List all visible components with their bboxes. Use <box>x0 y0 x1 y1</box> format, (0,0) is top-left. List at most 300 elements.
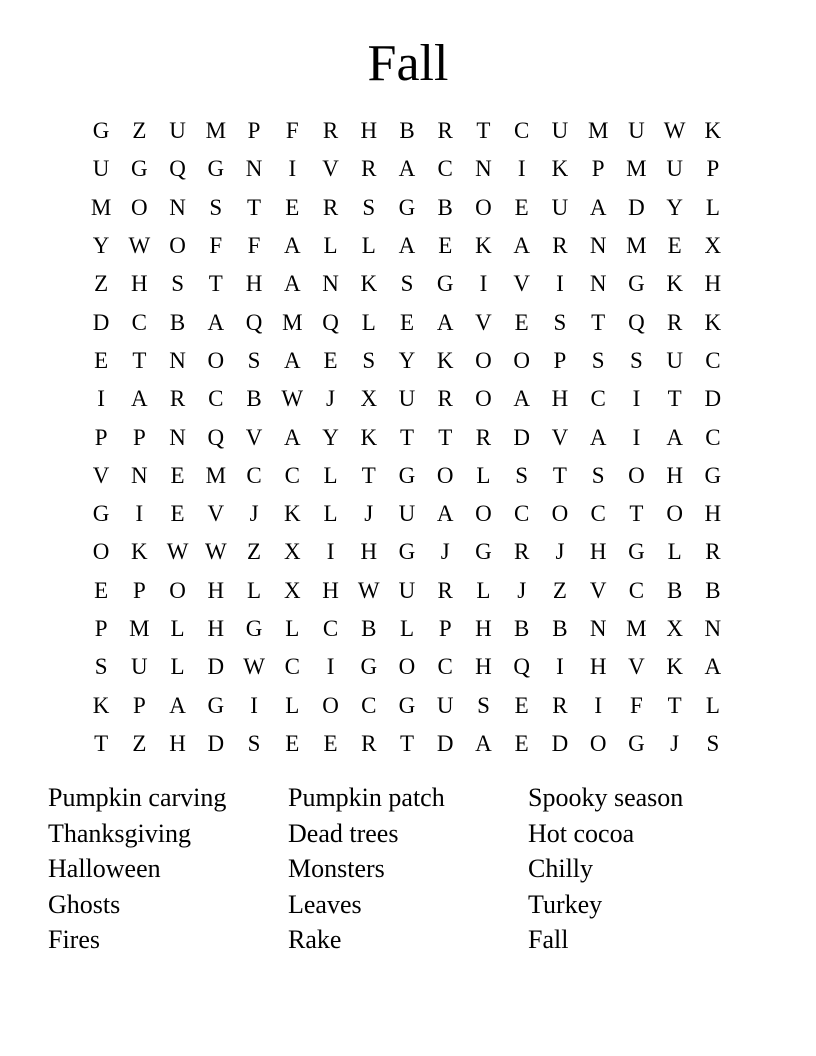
grid-letter: A <box>283 424 301 450</box>
grid-letter: K <box>704 118 722 144</box>
grid-letter: Z <box>94 271 109 297</box>
grid-letter: D <box>551 730 569 756</box>
grid-letter: Y <box>92 233 110 259</box>
grid-letter: U <box>628 118 645 144</box>
grid-letter: I <box>326 654 335 680</box>
grid-letter: G <box>398 194 416 220</box>
grid-letter: D <box>207 730 225 756</box>
grid-letter: X <box>283 577 301 603</box>
grid-letter: O <box>589 730 607 756</box>
grid-letter: L <box>476 462 491 488</box>
grid-letter: I <box>97 386 105 412</box>
grid-letter: B <box>705 577 721 603</box>
grid-letter: L <box>323 462 338 488</box>
word-column <box>528 780 768 958</box>
grid-letter: O <box>169 233 186 259</box>
grid-letter: D <box>628 194 645 220</box>
grid-letter: O <box>475 501 492 527</box>
grid-letter: W <box>128 233 151 259</box>
grid-letter: P <box>247 118 261 144</box>
grid-letter: H <box>589 539 607 565</box>
grid-letter: D <box>704 386 722 412</box>
grid-letter: X <box>283 539 301 565</box>
grid-letter: A <box>666 424 683 450</box>
grid-letter: O <box>169 577 186 603</box>
grid-letter: S <box>477 692 490 718</box>
grid-letter: K <box>666 271 683 297</box>
grid-letter: G <box>398 462 416 488</box>
word-item: Hot cocoa <box>528 818 635 848</box>
grid-letter: R <box>705 539 721 565</box>
grid-letter: A <box>589 424 607 450</box>
grid-letter: P <box>591 156 605 182</box>
grid-letter: J <box>670 730 680 756</box>
grid-letter: O <box>207 347 225 373</box>
grid-letter: E <box>170 462 185 488</box>
grid-letter: E <box>323 347 338 373</box>
grid-letter: X <box>704 233 722 259</box>
grid-letter: U <box>398 386 416 412</box>
grid-letter: E <box>285 730 300 756</box>
grid-letter: C <box>208 386 224 412</box>
grid-letter: K <box>92 692 110 718</box>
grid-letter: J <box>517 577 527 603</box>
grid-row <box>82 189 732 227</box>
grid-letter: G <box>398 692 416 718</box>
grid-letter: G <box>475 539 492 565</box>
grid-letter: A <box>704 654 722 680</box>
grid-letter: G <box>207 692 225 718</box>
grid-letter: R <box>322 118 339 144</box>
grid-letter: C <box>705 347 721 373</box>
word-item: Spooky season <box>528 783 684 812</box>
grid-letter: M <box>626 616 647 641</box>
grid-letter: K <box>551 156 569 182</box>
grid-letter: H <box>207 616 225 641</box>
grid-letter: E <box>438 233 453 259</box>
grid-letter: W <box>166 539 189 565</box>
grid-letter: E <box>170 501 185 527</box>
grid-letter: G <box>360 654 378 680</box>
grid-letter: Q <box>628 309 645 335</box>
grid-letter: U <box>666 347 683 373</box>
grid-letter: I <box>594 692 602 718</box>
grid-letter: M <box>282 309 303 335</box>
grid-letter: C <box>590 501 606 527</box>
grid-letter: N <box>169 194 186 220</box>
grid-letter: V <box>628 654 645 680</box>
grid-letter: B <box>169 309 186 335</box>
grid-letter: N <box>475 156 492 182</box>
grid-letter: R <box>361 730 377 756</box>
grid-letter: J <box>440 539 450 565</box>
grid-letter: G <box>436 271 454 297</box>
grid-letter: G <box>628 539 645 565</box>
grid-letter: M <box>90 194 112 220</box>
word-list <box>48 780 768 958</box>
grid-letter: J <box>364 501 374 527</box>
grid-letter: M <box>205 118 227 144</box>
grid-letter: V <box>475 309 492 335</box>
grid-letter: O <box>666 501 683 527</box>
grid-letter: I <box>288 156 297 182</box>
grid-letter: T <box>94 730 109 756</box>
grid-letter: S <box>591 462 605 488</box>
grid-letter: W <box>281 386 304 412</box>
grid-letter: W <box>357 577 380 603</box>
grid-letter: S <box>591 347 605 373</box>
grid-letter: Q <box>322 309 339 335</box>
grid-letter: S <box>515 462 529 488</box>
grid-letter: L <box>399 616 415 641</box>
grid-letter: O <box>551 501 569 527</box>
grid-letter: V <box>589 577 607 603</box>
grid-letter: U <box>551 194 569 220</box>
grid-letter: H <box>475 616 492 641</box>
grid-letter: U <box>131 654 148 680</box>
grid-letter: R <box>514 539 530 565</box>
grid-letter: C <box>437 654 453 680</box>
grid-letter: D <box>92 309 110 335</box>
grid-letter: S <box>247 730 261 756</box>
grid-letter: A <box>589 194 607 220</box>
grid-letter: R <box>552 233 568 259</box>
grid-letter: W <box>243 654 265 680</box>
grid-letter: T <box>667 386 682 412</box>
grid-letter: K <box>360 424 378 450</box>
grid-letter: P <box>132 692 146 718</box>
grid-row <box>82 457 732 495</box>
grid-letter: L <box>361 309 376 335</box>
grid-letter: H <box>704 501 722 527</box>
grid-letter: C <box>322 616 339 641</box>
grid-letter: M <box>626 233 647 259</box>
grid-letter: R <box>169 386 186 412</box>
grid-letter: P <box>706 156 720 182</box>
grid-letter: U <box>666 156 683 182</box>
grid-letter: E <box>323 730 338 756</box>
grid-letter: A <box>207 309 225 335</box>
grid-letter: E <box>94 347 109 373</box>
grid-letter: R <box>666 309 683 335</box>
grid-letter: A <box>436 309 454 335</box>
grid-letter: H <box>589 654 607 680</box>
grid-letter: M <box>205 462 227 488</box>
word-item: Ghosts <box>48 889 121 919</box>
grid-letter: I <box>632 424 641 450</box>
grid-letter: E <box>514 194 529 220</box>
grid-letter: O <box>475 194 492 220</box>
grid-letter: B <box>552 616 568 641</box>
grid-row <box>82 150 732 188</box>
grid-letter: A <box>283 233 301 259</box>
grid-letter: O <box>475 347 492 373</box>
grid-letter: I <box>326 539 335 565</box>
grid-letter: T <box>591 309 606 335</box>
grid-letter: T <box>438 424 453 450</box>
grid-letter: N <box>589 233 607 259</box>
grid-letter: C <box>246 462 262 488</box>
grid-letter: L <box>361 233 376 259</box>
grid-letter: V <box>551 424 569 450</box>
grid-letter: H <box>207 577 225 603</box>
grid-letter: A <box>513 386 530 412</box>
grid-letter: O <box>398 654 416 680</box>
grid-letter: T <box>476 118 491 144</box>
grid-letter: H <box>322 577 339 603</box>
word-item: Halloween <box>48 854 161 883</box>
grid-letter: U <box>551 118 569 144</box>
grid-row <box>82 533 732 571</box>
grid-letter: U <box>398 577 416 603</box>
grid-letter: B <box>399 118 415 144</box>
grid-letter: V <box>322 156 339 182</box>
grid-letter: A <box>131 386 148 412</box>
grid-letter: A <box>436 501 454 527</box>
grid-letter: X <box>666 616 683 641</box>
grid-letter: B <box>246 386 262 412</box>
grid-row <box>82 227 732 265</box>
word-item: Thanksgiving <box>48 818 191 848</box>
grid-letter: Z <box>132 730 147 756</box>
grid-letter: L <box>705 194 720 220</box>
grid-letter: I <box>135 501 144 527</box>
grid-letter: I <box>556 271 564 297</box>
grid-letter: D <box>513 424 530 450</box>
grid-letter: A <box>283 347 301 373</box>
grid-letter: J <box>326 386 335 412</box>
grid-letter: B <box>361 616 377 641</box>
grid-row <box>82 303 732 341</box>
grid-letter: P <box>94 616 108 641</box>
grid-row <box>82 725 732 763</box>
grid-letter: H <box>551 386 569 412</box>
grid-letter: M <box>129 616 150 641</box>
grid-letter: C <box>514 501 530 527</box>
grid-letter: C <box>361 692 377 718</box>
grid-letter: Q <box>207 424 225 450</box>
grid-letter: H <box>245 271 263 297</box>
grid-letter: N <box>322 271 339 297</box>
grid-letter: M <box>587 118 609 144</box>
grid-letter: A <box>169 692 186 718</box>
grid-letter: U <box>92 156 110 182</box>
grid-letter: O <box>513 347 530 373</box>
grid-row <box>82 495 732 533</box>
grid-letter: I <box>632 386 641 412</box>
grid-letter: H <box>475 654 492 680</box>
grid-letter: K <box>704 309 722 335</box>
grid-letter: B <box>666 577 683 603</box>
grid-letter: Z <box>247 539 262 565</box>
grid-letter: K <box>475 233 492 259</box>
grid-letter: I <box>556 654 564 680</box>
grid-letter: R <box>552 692 568 718</box>
grid-letter: L <box>705 692 720 718</box>
grid-letter: L <box>247 577 262 603</box>
grid-letter: G <box>207 156 225 182</box>
grid-letter: E <box>514 692 529 718</box>
grid-letter: R <box>475 424 492 450</box>
letter-grid <box>82 112 732 763</box>
grid-letter: P <box>132 424 146 450</box>
grid-letter: D <box>207 654 225 680</box>
grid-letter: O <box>475 386 492 412</box>
grid-letter: L <box>285 616 300 641</box>
grid-letter: D <box>436 730 454 756</box>
grid-letter: S <box>362 347 376 373</box>
word-item: Leaves <box>288 889 362 919</box>
grid-letter: L <box>323 501 338 527</box>
grid-letter: E <box>94 577 109 603</box>
grid-letter: L <box>323 233 338 259</box>
page-title: Fall <box>367 35 449 92</box>
grid-letter: N <box>131 462 148 488</box>
grid-letter: R <box>361 156 377 182</box>
grid-letter: Y <box>666 194 683 220</box>
word-item: Rake <box>288 925 342 954</box>
grid-letter: B <box>437 194 453 220</box>
grid-letter: A <box>283 271 301 297</box>
grid-letter: K <box>283 501 301 527</box>
word-item: Fall <box>528 925 569 954</box>
grid-letter: B <box>514 616 530 641</box>
grid-letter: Y <box>322 424 339 450</box>
grid-letter: Z <box>552 577 567 603</box>
grid-letter: P <box>94 424 108 450</box>
grid-letter: L <box>170 616 185 641</box>
word-item: Pumpkin carving <box>48 783 227 812</box>
grid-letter: G <box>92 501 110 527</box>
grid-letter: N <box>169 424 186 450</box>
grid-letter: S <box>400 271 414 297</box>
grid-letter: C <box>628 577 645 603</box>
grid-letter: H <box>666 462 683 488</box>
grid-letter: G <box>704 462 722 488</box>
grid-letter: S <box>706 730 720 756</box>
grid-letter: I <box>517 156 526 182</box>
grid-letter: P <box>438 616 452 641</box>
grid-letter: R <box>437 386 453 412</box>
grid-letter: G <box>245 616 263 641</box>
grid-letter: F <box>209 233 223 259</box>
grid-letter: T <box>399 424 415 450</box>
grid-letter: T <box>552 462 567 488</box>
grid-letter: X <box>360 386 378 412</box>
grid-row <box>82 418 732 456</box>
grid-letter: T <box>361 462 376 488</box>
grid-letter: A <box>398 233 416 259</box>
grid-letter: O <box>322 692 339 718</box>
grid-letter: Q <box>169 156 186 182</box>
grid-letter: V <box>513 271 530 297</box>
grid-letter: G <box>628 271 645 297</box>
word-column <box>48 780 288 958</box>
grid-letter: S <box>94 654 108 680</box>
grid-letter: K <box>666 654 683 680</box>
grid-letter: P <box>132 577 146 603</box>
grid-letter: E <box>667 233 682 259</box>
grid-letter: A <box>398 156 416 182</box>
grid-letter: H <box>360 539 378 565</box>
grid-letter: T <box>629 501 644 527</box>
grid-letter: E <box>514 309 529 335</box>
grid-letter: C <box>514 118 530 144</box>
grid-letter: N <box>589 616 607 641</box>
grid-letter: R <box>322 194 339 220</box>
grid-letter: T <box>132 347 147 373</box>
grid-letter: K <box>436 347 454 373</box>
grid-letter: S <box>247 347 261 373</box>
grid-letter: K <box>360 271 378 297</box>
grid-letter: F <box>247 233 261 259</box>
grid-letter: C <box>284 462 300 488</box>
grid-letter: G <box>131 156 148 182</box>
grid-letter: O <box>92 539 110 565</box>
word-item: Turkey <box>528 889 603 919</box>
grid-letter: F <box>285 118 299 144</box>
grid-row <box>82 572 732 610</box>
grid-letter: S <box>362 194 376 220</box>
word-item: Dead trees <box>288 818 399 848</box>
grid-letter: I <box>250 692 258 718</box>
grid-letter: G <box>628 730 645 756</box>
grid-letter: L <box>667 539 682 565</box>
grid-letter: V <box>245 424 263 450</box>
grid-row <box>82 380 732 418</box>
grid-letter: S <box>553 309 567 335</box>
grid-letter: L <box>170 654 185 680</box>
grid-letter: G <box>92 118 110 144</box>
grid-letter: Q <box>513 654 530 680</box>
grid-letter: O <box>436 462 454 488</box>
grid-row <box>82 686 732 724</box>
grid-letter: F <box>630 692 643 718</box>
grid-letter: N <box>169 347 186 373</box>
grid-letter: R <box>437 577 453 603</box>
word-column <box>288 780 528 958</box>
grid-letter: O <box>131 194 148 220</box>
grid-letter: M <box>626 156 647 182</box>
grid-letter: S <box>209 194 223 220</box>
grid-letter: V <box>207 501 225 527</box>
grid-row <box>82 342 732 380</box>
grid-letter: H <box>704 271 722 297</box>
grid-letter: Z <box>132 118 147 144</box>
grid-letter: L <box>285 692 300 718</box>
grid-letter: J <box>249 501 259 527</box>
grid-letter: A <box>475 730 492 756</box>
grid-letter: E <box>514 730 529 756</box>
grid-row <box>82 648 732 686</box>
grid-letter: P <box>553 347 567 373</box>
grid-letter: H <box>131 271 148 297</box>
grid-letter: S <box>171 271 184 297</box>
word-item: Monsters <box>288 854 385 883</box>
grid-letter: U <box>436 692 454 718</box>
grid-letter: W <box>663 118 686 144</box>
grid-letter: A <box>513 233 530 259</box>
grid-letter: O <box>628 462 645 488</box>
grid-row <box>82 112 732 150</box>
grid-letter: C <box>284 654 300 680</box>
grid-letter: N <box>704 616 722 641</box>
grid-letter: J <box>555 539 565 565</box>
word-item: Pumpkin patch <box>288 783 445 812</box>
grid-letter: H <box>360 118 378 144</box>
grid-letter: K <box>131 539 148 565</box>
grid-letter: W <box>204 539 227 565</box>
